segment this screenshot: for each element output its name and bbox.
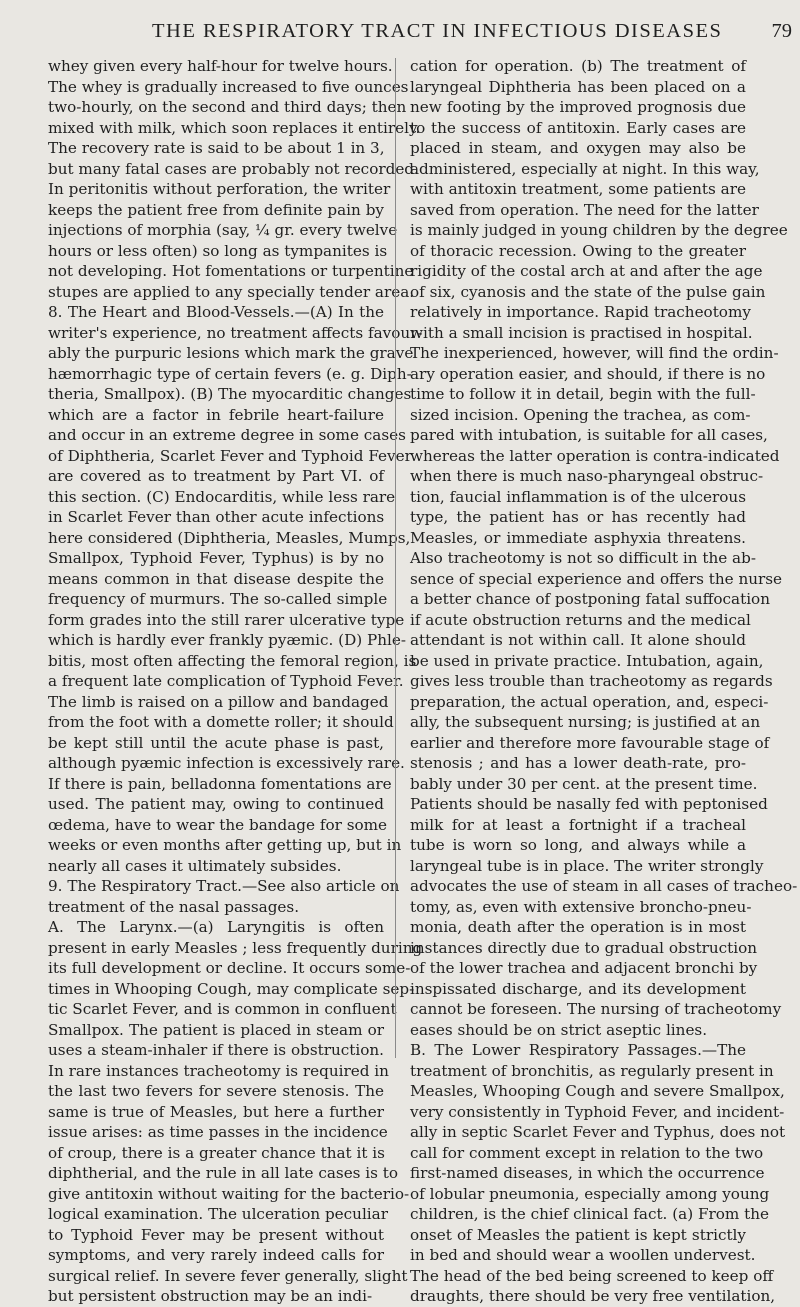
text-line: laryngeal Diphtheria has been placed on a <box>410 77 746 96</box>
text-line: which are a factor in febrile heart-failure <box>48 405 384 424</box>
text-line: which is hardly ever frankly pyæmic. (D) Phle- <box>48 631 406 649</box>
text-line: cation for operation. (b) The treatment of <box>410 57 746 75</box>
left-text-column <box>48 56 423 1307</box>
text-line: surgical relief. In severe fever generally, slight <box>48 1266 408 1285</box>
text-line: children, is the chief clinical fact. (a) From the <box>410 1205 769 1223</box>
text-line: ally, the subsequent nursing; is justified at an <box>410 713 761 731</box>
text-line: with a small incision is practised in hospital. <box>410 323 753 342</box>
text-line: diphtherial, and the rule in all late cases is to <box>48 1164 399 1182</box>
text-line: Patients should be nasally fed with peptonised <box>410 795 768 813</box>
text-line: time to follow it in detail, begin with the full- <box>410 385 756 403</box>
text-line: The recovery rate is said to be about 1 in 3, <box>48 139 385 157</box>
text-line: stupes are applied to any specially tender area. <box>48 282 415 301</box>
text-line: of croup, there is a greater chance that it is <box>48 1143 385 1162</box>
text-line: A. The Larynx.—(a) Laryngitis is often <box>48 918 384 936</box>
text-line: draughts, there should be very free ventilation, <box>410 1287 776 1305</box>
text-line: nearly all cases it ultimately subsides. <box>48 856 342 875</box>
text-line: B. The Lower Respiratory Passages.—The <box>410 1041 746 1059</box>
text-line: ary operation easier, and should, if there is no <box>410 364 766 383</box>
text-line: means common in that disease despite the <box>48 569 384 588</box>
text-line: here considered (Diphtheria, Measles, Mumps, <box>48 528 411 547</box>
text-line: to Typhoid Fever may be present without <box>48 1225 384 1244</box>
text-line: treatment of bronchitis, as regularly present in <box>410 1061 774 1080</box>
text-line: present in early Measles ; less frequently during <box>48 938 423 957</box>
text-line: earlier and therefore more favourable stage of <box>410 733 770 752</box>
text-line: cannot be foreseen. The nursing of tracheotomy <box>410 1000 782 1018</box>
text-line: treatment of the nasal passages. <box>48 897 300 916</box>
text-line: be kept still until the acute phase is past, <box>48 733 384 752</box>
text-line: administered, especially at night. In this way, <box>410 159 760 178</box>
text-line: rigidity of the costal arch at and after the age <box>410 262 763 280</box>
text-line: keeps the patient free from definite pain by <box>48 200 384 219</box>
text-line: this section. (C) Endocarditis, while less rare <box>48 487 396 506</box>
text-line: The limb is raised on a pillow and bandaged <box>48 692 389 711</box>
text-line: frequency of murmurs. The so-called simple <box>48 590 388 608</box>
text-line: advocates the use of steam in all cases of tracheo- <box>410 877 798 895</box>
text-line: hæmorrhagic type of certain fevers (e. g. Diph- <box>48 364 412 383</box>
text-line: of six, cyanosis and the state of the pulse gain <box>410 282 766 301</box>
text-line: but persistent obstruction may be an indi- <box>48 1287 373 1305</box>
text-line: if acute obstruction returns and the medical <box>410 610 751 629</box>
text-line: ably the purpuric lesions which mark the grave <box>48 344 414 362</box>
text-line: used. The patient may, owing to continued <box>48 795 384 813</box>
text-line: pared with intubation, is suitable for all cases, <box>410 426 768 444</box>
text-line: Also tracheotomy is not so difficult in the ab- <box>410 549 756 567</box>
text-line: new footing by the improved prognosis due <box>410 98 746 116</box>
text-line: bably under 30 per cent. at the present time. <box>410 774 758 793</box>
text-line: call for comment except in relation to the two <box>410 1143 764 1162</box>
text-line: laryngeal tube is in place. The writer strongly <box>410 856 764 875</box>
text-line: Smallpox. The patient is placed in steam or <box>48 1020 384 1039</box>
text-line: monia, death after the operation is in most <box>410 918 746 936</box>
text-line: sized incision. Opening the trachea, as com- <box>410 405 751 424</box>
text-line: saved from operation. The need for the latter <box>410 200 759 219</box>
text-line: of lobular pneumonia, especially among young <box>410 1184 770 1203</box>
text-line: to the success of antitoxin. Early cases are <box>410 118 746 137</box>
text-line: in Scarlet Fever than other acute infections <box>48 508 385 526</box>
text-line: tion, faucial inflammation is of the ulcerous <box>410 487 746 506</box>
text-line: writer's experience, no treatment affects favour- <box>48 323 423 342</box>
text-line: 9. The Respiratory Tract.—See also article on <box>48 877 400 895</box>
text-line: the last two fevers for severe stenosis. The <box>48 1082 384 1100</box>
text-line: If there is pain, belladonna fomentations are <box>48 774 392 793</box>
text-line: gives less trouble than tracheotomy as regards <box>410 672 773 690</box>
text-line: 8. The Heart and Blood-Vessels.—(A) In the <box>48 303 384 321</box>
right-text-column <box>410 56 798 1307</box>
text-line: inspissated discharge, and its development <box>410 979 746 998</box>
text-line: hours or less often) so long as tympanites is <box>48 241 388 260</box>
text-line: onset of Measles the patient is kept strictly <box>410 1225 746 1244</box>
text-line: uses a steam-inhaler if there is obstruction. <box>48 1041 384 1059</box>
page-number: 79 <box>771 20 792 42</box>
text-line: issue arises: as time passes in the incidence <box>48 1123 388 1141</box>
text-line: and occur in an extreme degree in some cases <box>48 426 406 444</box>
text-line: œdema, have to wear the bandage for some <box>48 815 388 834</box>
text-line: its full development or decline. It occurs some- <box>48 959 411 977</box>
page-header <box>152 20 792 50</box>
text-line: tube is worn so long, and always while a <box>410 836 746 854</box>
text-line: tic Scarlet Fever, and is common in confluent <box>48 1000 397 1018</box>
text-line: type, the patient has or has recently had <box>410 508 746 526</box>
text-line: bitis, most often affecting the femoral region, is <box>48 651 417 670</box>
text-line: milk for at least a fortnight if a tracheal <box>410 815 746 834</box>
text-line: is mainly judged in young children by the degree <box>410 221 788 239</box>
text-line: with antitoxin treatment, some patients are <box>410 180 746 198</box>
text-line: The inexperienced, however, will find the ordin- <box>410 344 779 362</box>
text-line: in bed and should wear a woollen undervest. <box>410 1246 756 1264</box>
text-line: The head of the bed being screened to keep off <box>410 1266 774 1285</box>
text-line: very consistently in Typhoid Fever, and incident- <box>410 1102 785 1121</box>
text-line: a frequent late complication of Typhoid Fever. <box>48 672 404 690</box>
text-line: whereas the latter operation is contra-indicated <box>410 446 780 465</box>
text-line: although pyæmic infection is excessively rare. <box>48 754 405 772</box>
text-line: weeks or even months after getting up, but in <box>48 836 402 854</box>
text-line: two-hourly, on the second and third days; then <box>48 98 407 116</box>
text-line: of Diphtheria, Scarlet Fever and Typhoid Fever <box>48 446 412 465</box>
text-line: but many fatal cases are probably not recorded. <box>48 159 419 178</box>
text-line: instances directly due to gradual obstruction <box>410 938 758 957</box>
text-line: of thoracic recession. Owing to the greater <box>410 241 746 260</box>
text-line: be used in private practice. Intubation, again, <box>410 651 764 670</box>
text-line: same is true of Measles, but here a further <box>48 1102 384 1121</box>
text-line: logical examination. The ulceration peculiar <box>48 1205 388 1223</box>
text-line: attendant is not within call. It alone should <box>410 631 746 649</box>
text-line: form grades into the still rarer ulcerative type <box>48 610 405 629</box>
text-line: first-named diseases, in which the occurrence <box>410 1164 765 1182</box>
text-line: preparation, the actual operation, and, especi- <box>410 692 769 711</box>
text-line: not developing. Hot fomentations or turpentine <box>48 262 414 280</box>
text-line: a better chance of postponing fatal suffocation <box>410 590 770 608</box>
text-line: when there is much naso-pharyngeal obstruc- <box>410 467 764 485</box>
text-line: give antitoxin without waiting for the bacterio- <box>48 1184 410 1203</box>
text-line: eases should be on strict aseptic lines. <box>410 1020 708 1039</box>
text-line: times in Whooping Cough, may complicate sep- <box>48 979 415 998</box>
text-line: injections of morphia (say, ¼ gr. every twelve <box>48 221 398 239</box>
text-line: The whey is gradually increased to five ounces <box>48 77 409 96</box>
text-line: of the lower trachea and adjacent bronchi by <box>410 959 758 977</box>
text-line: In rare instances tracheotomy is required in <box>48 1061 389 1080</box>
text-line: Measles, or immediate asphyxia threatens. <box>410 528 746 547</box>
text-line: placed in steam, and oxygen may also be <box>410 139 746 157</box>
column-divider <box>395 58 396 1058</box>
text-line: whey given every half-hour for twelve hours. <box>48 57 393 75</box>
running-title: THE RESPIRATORY TRACT IN INFECTIOUS DISEASES <box>152 20 723 42</box>
text-line: Measles, Whooping Cough and severe Smallpox, <box>410 1082 785 1100</box>
text-line: from the foot with a domette roller; it should <box>48 713 394 731</box>
text-line: theria, Smallpox). (B) The myocarditic changes <box>48 385 412 403</box>
text-line: relatively in importance. Rapid tracheotomy <box>410 303 751 321</box>
text-line: ally in septic Scarlet Fever and Typhus, does not <box>410 1123 786 1141</box>
text-line: sence of special experience and offers the nurse <box>410 569 783 588</box>
text-line: are covered as to treatment by Part VI. of <box>48 467 384 485</box>
text-line: stenosis ; and has a lower death-rate, pro- <box>410 754 746 772</box>
text-line: Smallpox, Typhoid Fever, Typhus) is by no <box>48 549 384 567</box>
text-line: mixed with milk, which soon replaces it entirely. <box>48 118 421 137</box>
text-line: In peritonitis without perforation, the writer <box>48 180 391 198</box>
text-line: symptoms, and very rarely indeed calls for <box>48 1246 384 1264</box>
text-line: tomy, as, even with extensive broncho-pneu- <box>410 897 752 916</box>
